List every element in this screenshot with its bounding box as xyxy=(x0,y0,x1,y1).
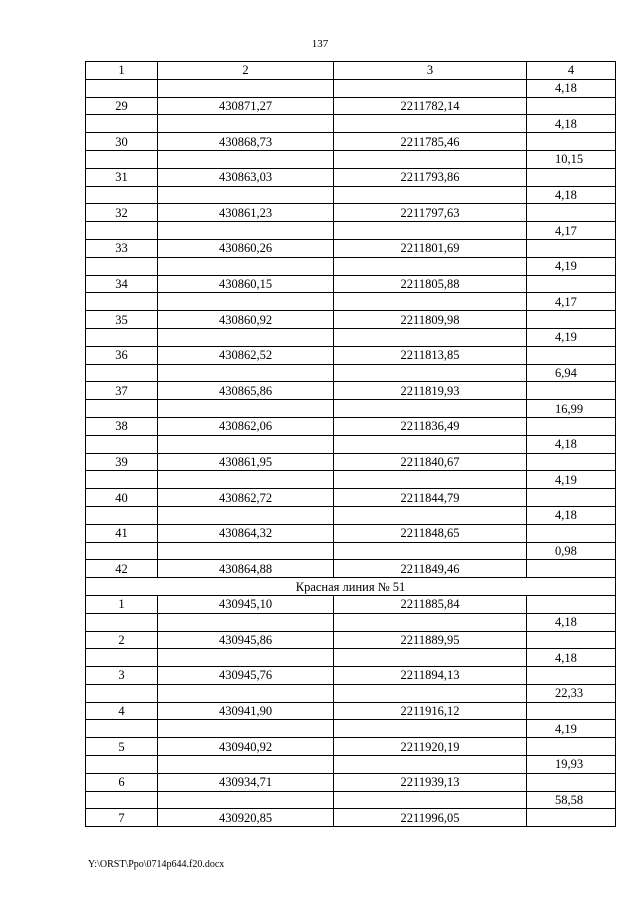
empty-cell xyxy=(158,257,334,275)
distance-cell-empty xyxy=(527,239,616,257)
empty-cell xyxy=(158,150,334,168)
table-row-section xyxy=(86,578,616,596)
distance-cell: 4,18 xyxy=(527,435,616,453)
empty-cell xyxy=(334,115,527,133)
table-row-distance xyxy=(86,435,616,453)
table-row-point xyxy=(86,595,616,613)
y-coordinate-cell: 2211916,12 xyxy=(334,702,527,720)
empty-cell xyxy=(86,471,158,489)
distance-cell: 4,18 xyxy=(527,613,616,631)
point-number-cell: 33 xyxy=(86,239,158,257)
coordinates-table xyxy=(85,61,616,827)
distance-cell: 0,98 xyxy=(527,542,616,560)
point-number-cell: 39 xyxy=(86,453,158,471)
table-row-point xyxy=(86,382,616,400)
table-row-distance xyxy=(86,364,616,382)
table-row-point xyxy=(86,275,616,293)
distance-cell: 16,99 xyxy=(527,400,616,418)
empty-cell xyxy=(86,791,158,809)
x-coordinate-cell: 430941,90 xyxy=(158,702,334,720)
empty-cell xyxy=(334,684,527,702)
table-row-distance xyxy=(86,720,616,738)
distance-cell: 4,19 xyxy=(527,257,616,275)
distance-cell: 4,18 xyxy=(527,649,616,667)
x-coordinate-cell: 430862,52 xyxy=(158,346,334,364)
point-number-cell: 31 xyxy=(86,168,158,186)
y-coordinate-cell: 2211849,46 xyxy=(334,560,527,578)
empty-cell xyxy=(334,471,527,489)
distance-cell-empty xyxy=(527,311,616,329)
distance-cell: 4,17 xyxy=(527,222,616,240)
table-row-distance xyxy=(86,257,616,275)
x-coordinate-cell: 430945,10 xyxy=(158,595,334,613)
table-row-distance xyxy=(86,471,616,489)
point-number-cell: 34 xyxy=(86,275,158,293)
empty-cell xyxy=(158,471,334,489)
header-col-3: 3 xyxy=(334,62,527,80)
x-coordinate-cell: 430863,03 xyxy=(158,168,334,186)
y-coordinate-cell: 2211920,19 xyxy=(334,738,527,756)
empty-cell xyxy=(86,649,158,667)
y-coordinate-cell: 2211819,93 xyxy=(334,382,527,400)
x-coordinate-cell: 430864,88 xyxy=(158,560,334,578)
distance-cell: 4,18 xyxy=(527,115,616,133)
distance-cell-empty xyxy=(527,524,616,542)
table-row-point xyxy=(86,346,616,364)
table-row-point xyxy=(86,738,616,756)
x-coordinate-cell: 430861,95 xyxy=(158,453,334,471)
empty-cell xyxy=(334,79,527,97)
table-row-distance xyxy=(86,506,616,524)
y-coordinate-cell: 2211889,95 xyxy=(334,631,527,649)
empty-cell xyxy=(158,791,334,809)
distance-cell-empty xyxy=(527,809,616,827)
empty-cell xyxy=(86,222,158,240)
point-number-cell: 1 xyxy=(86,595,158,613)
x-coordinate-cell: 430945,76 xyxy=(158,667,334,685)
empty-cell xyxy=(158,649,334,667)
empty-cell xyxy=(86,364,158,382)
header-col-4: 4 xyxy=(527,62,616,80)
empty-cell xyxy=(86,328,158,346)
point-number-cell: 40 xyxy=(86,489,158,507)
point-number-cell: 7 xyxy=(86,809,158,827)
distance-cell-empty xyxy=(527,382,616,400)
table-row-point xyxy=(86,133,616,151)
y-coordinate-cell: 2211885,84 xyxy=(334,595,527,613)
distance-cell-empty xyxy=(527,168,616,186)
y-coordinate-cell: 2211809,98 xyxy=(334,311,527,329)
empty-cell xyxy=(86,186,158,204)
x-coordinate-cell: 430860,92 xyxy=(158,311,334,329)
distance-cell-empty xyxy=(527,417,616,435)
empty-cell xyxy=(334,150,527,168)
distance-cell-empty xyxy=(527,738,616,756)
empty-cell xyxy=(158,506,334,524)
y-coordinate-cell: 2211939,13 xyxy=(334,773,527,791)
table-row-point xyxy=(86,631,616,649)
x-coordinate-cell: 430920,85 xyxy=(158,809,334,827)
y-coordinate-cell: 2211793,86 xyxy=(334,168,527,186)
empty-cell xyxy=(334,720,527,738)
empty-cell xyxy=(158,720,334,738)
table-row-distance xyxy=(86,186,616,204)
table-row-distance xyxy=(86,542,616,560)
y-coordinate-cell: 2211813,85 xyxy=(334,346,527,364)
distance-cell: 4,18 xyxy=(527,186,616,204)
y-coordinate-cell: 2211996,05 xyxy=(334,809,527,827)
y-coordinate-cell: 2211840,67 xyxy=(334,453,527,471)
distance-cell: 6,94 xyxy=(527,364,616,382)
table-row-point xyxy=(86,97,616,115)
distance-cell-empty xyxy=(527,773,616,791)
distance-cell-empty xyxy=(527,133,616,151)
empty-cell xyxy=(334,649,527,667)
table-row-distance xyxy=(86,400,616,418)
table-row-point xyxy=(86,560,616,578)
table-row-distance xyxy=(86,791,616,809)
point-number-cell: 29 xyxy=(86,97,158,115)
point-number-cell: 42 xyxy=(86,560,158,578)
empty-cell xyxy=(334,364,527,382)
header-col-1: 1 xyxy=(86,62,158,80)
empty-cell xyxy=(334,400,527,418)
empty-cell xyxy=(86,257,158,275)
distance-cell: 4,18 xyxy=(527,79,616,97)
empty-cell xyxy=(158,115,334,133)
y-coordinate-cell: 2211848,65 xyxy=(334,524,527,542)
y-coordinate-cell: 2211801,69 xyxy=(334,239,527,257)
distance-cell-empty xyxy=(527,560,616,578)
x-coordinate-cell: 430940,92 xyxy=(158,738,334,756)
empty-cell xyxy=(334,222,527,240)
table-row-point xyxy=(86,239,616,257)
table-row-point xyxy=(86,204,616,222)
footer-file-path: Y:\ORST\Ppo\0714p644.f20.docx xyxy=(88,859,225,870)
empty-cell xyxy=(158,542,334,560)
x-coordinate-cell: 430862,06 xyxy=(158,417,334,435)
distance-cell-empty xyxy=(527,275,616,293)
x-coordinate-cell: 430945,86 xyxy=(158,631,334,649)
distance-cell: 22,33 xyxy=(527,684,616,702)
distance-cell: 4,18 xyxy=(527,506,616,524)
x-coordinate-cell: 430934,71 xyxy=(158,773,334,791)
table-row-distance xyxy=(86,328,616,346)
distance-cell: 4,19 xyxy=(527,720,616,738)
empty-cell xyxy=(158,328,334,346)
distance-cell: 19,93 xyxy=(527,756,616,774)
distance-cell-empty xyxy=(527,204,616,222)
point-number-cell: 41 xyxy=(86,524,158,542)
distance-cell: 10,15 xyxy=(527,150,616,168)
empty-cell xyxy=(158,79,334,97)
empty-cell xyxy=(86,506,158,524)
point-number-cell: 5 xyxy=(86,738,158,756)
table-row-distance xyxy=(86,756,616,774)
x-coordinate-cell: 430868,73 xyxy=(158,133,334,151)
x-coordinate-cell: 430862,72 xyxy=(158,489,334,507)
distance-cell-empty xyxy=(527,97,616,115)
table-row-distance xyxy=(86,150,616,168)
distance-cell: 4,19 xyxy=(527,471,616,489)
x-coordinate-cell: 430871,27 xyxy=(158,97,334,115)
x-coordinate-cell: 430860,15 xyxy=(158,275,334,293)
point-number-cell: 32 xyxy=(86,204,158,222)
empty-cell xyxy=(86,400,158,418)
x-coordinate-cell: 430861,23 xyxy=(158,204,334,222)
empty-cell xyxy=(334,756,527,774)
empty-cell xyxy=(86,79,158,97)
empty-cell xyxy=(158,364,334,382)
table-row-distance xyxy=(86,293,616,311)
empty-cell xyxy=(86,684,158,702)
table-row-point xyxy=(86,702,616,720)
table-row-point xyxy=(86,453,616,471)
x-coordinate-cell: 430865,86 xyxy=(158,382,334,400)
point-number-cell: 3 xyxy=(86,667,158,685)
empty-cell xyxy=(86,542,158,560)
header-col-2: 2 xyxy=(158,62,334,80)
empty-cell xyxy=(86,150,158,168)
table-row-point xyxy=(86,489,616,507)
distance-cell: 58,58 xyxy=(527,791,616,809)
table-row-point xyxy=(86,773,616,791)
table-row-point xyxy=(86,667,616,685)
empty-cell xyxy=(158,756,334,774)
empty-cell xyxy=(334,542,527,560)
table-row-distance xyxy=(86,684,616,702)
x-coordinate-cell: 430860,26 xyxy=(158,239,334,257)
table-header-row xyxy=(86,62,616,80)
table-row-point xyxy=(86,311,616,329)
distance-cell-empty xyxy=(527,667,616,685)
point-number-cell: 30 xyxy=(86,133,158,151)
empty-cell xyxy=(158,613,334,631)
distance-cell-empty xyxy=(527,702,616,720)
empty-cell xyxy=(86,293,158,311)
point-number-cell: 6 xyxy=(86,773,158,791)
empty-cell xyxy=(158,222,334,240)
point-number-cell: 37 xyxy=(86,382,158,400)
empty-cell xyxy=(86,115,158,133)
table-row-point xyxy=(86,417,616,435)
table-row-distance xyxy=(86,115,616,133)
empty-cell xyxy=(86,435,158,453)
y-coordinate-cell: 2211844,79 xyxy=(334,489,527,507)
table-row-distance xyxy=(86,649,616,667)
point-number-cell: 35 xyxy=(86,311,158,329)
section-title-cell: Красная линия № 51 xyxy=(86,578,616,596)
empty-cell xyxy=(86,756,158,774)
distance-cell-empty xyxy=(527,489,616,507)
table-row-point xyxy=(86,524,616,542)
empty-cell xyxy=(334,791,527,809)
empty-cell xyxy=(334,186,527,204)
distance-cell-empty xyxy=(527,595,616,613)
empty-cell xyxy=(158,293,334,311)
empty-cell xyxy=(86,613,158,631)
table-row-point xyxy=(86,168,616,186)
y-coordinate-cell: 2211785,46 xyxy=(334,133,527,151)
distance-cell: 4,19 xyxy=(527,328,616,346)
empty-cell xyxy=(158,435,334,453)
table-row-distance xyxy=(86,613,616,631)
distance-cell-empty xyxy=(527,453,616,471)
y-coordinate-cell: 2211836,49 xyxy=(334,417,527,435)
empty-cell xyxy=(158,684,334,702)
empty-cell xyxy=(334,613,527,631)
empty-cell xyxy=(334,293,527,311)
table-body xyxy=(86,79,616,826)
y-coordinate-cell: 2211782,14 xyxy=(334,97,527,115)
y-coordinate-cell: 2211894,13 xyxy=(334,667,527,685)
x-coordinate-cell: 430864,32 xyxy=(158,524,334,542)
empty-cell xyxy=(334,506,527,524)
y-coordinate-cell: 2211805,88 xyxy=(334,275,527,293)
point-number-cell: 2 xyxy=(86,631,158,649)
point-number-cell: 4 xyxy=(86,702,158,720)
coordinates-table-container xyxy=(85,61,615,827)
empty-cell xyxy=(86,720,158,738)
distance-cell: 4,17 xyxy=(527,293,616,311)
point-number-cell: 36 xyxy=(86,346,158,364)
table-row-distance xyxy=(86,222,616,240)
empty-cell xyxy=(334,435,527,453)
distance-cell-empty xyxy=(527,346,616,364)
table-row-point xyxy=(86,809,616,827)
y-coordinate-cell: 2211797,63 xyxy=(334,204,527,222)
empty-cell xyxy=(158,186,334,204)
point-number-cell: 38 xyxy=(86,417,158,435)
empty-cell xyxy=(334,257,527,275)
table-row-distance xyxy=(86,79,616,97)
empty-cell xyxy=(334,328,527,346)
page-number: 137 xyxy=(311,38,329,50)
distance-cell-empty xyxy=(527,631,616,649)
empty-cell xyxy=(158,400,334,418)
